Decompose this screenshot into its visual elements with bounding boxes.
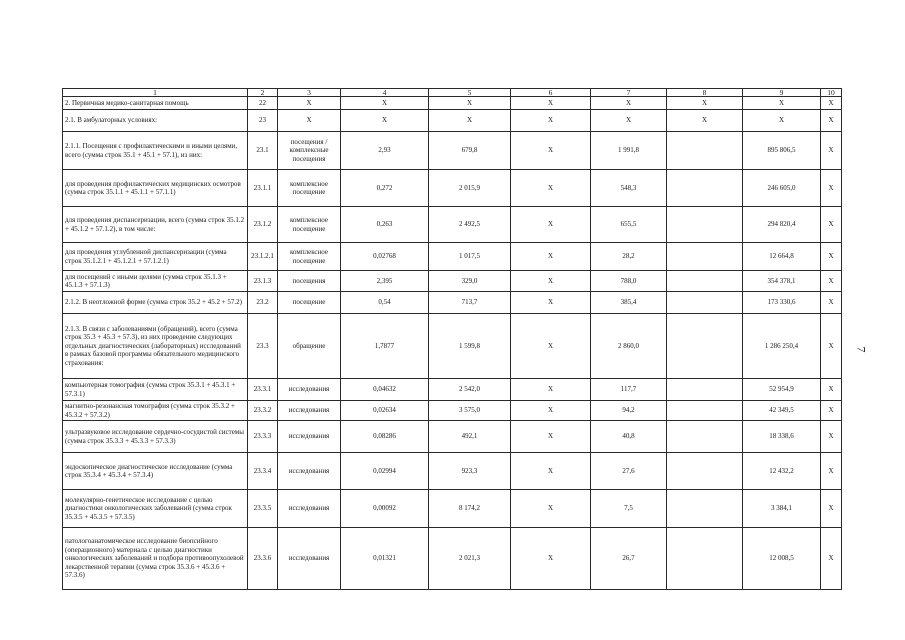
col-total-cost: 12 008,5 (743, 528, 821, 590)
col-6: X (511, 271, 591, 292)
col-10: X (821, 110, 842, 132)
header-cell-5: 5 (429, 89, 511, 97)
col-8 (667, 421, 743, 453)
col-line-number: 23.3.3 (248, 421, 278, 453)
col-cost-per-unit: 2 542,0 (429, 379, 511, 401)
col-6: X (511, 110, 591, 132)
col-unit: исследования (278, 379, 341, 401)
col-total-cost: 294 820,4 (743, 207, 821, 243)
col-6: X (511, 132, 591, 170)
col-line-number: 23.1.1 (248, 170, 278, 207)
col-description: для посещений с иными целями (сумма строк 35.1.3 + 45.1.3 + 57.1.3) (63, 271, 248, 292)
col-cost-per-unit: 679,8 (429, 132, 511, 170)
col-8 (667, 292, 743, 314)
col-description: молекулярно-генетическое исследование с целью диагностики онкологических заболеваний (сумма строк 35.3.5 + 45.3.5 + 57.3.5) (63, 490, 248, 528)
col-6: X (511, 243, 591, 271)
col-10: X (821, 379, 842, 401)
col-total-cost: X (743, 97, 821, 110)
table-row (63, 490, 842, 528)
col-description: 2.1.2. В неотложной форме (сумма строк 35.2 + 45.2 + 57.2) (63, 292, 248, 314)
col-norm-volume: 2,93 (341, 132, 429, 170)
col-line-number: 23 (248, 110, 278, 132)
col-10: X (821, 528, 842, 590)
col-8 (667, 271, 743, 292)
col-description: 2.1.1. Посещения с профилактическими и иными целями, всего (сумма строк 35.1 + 45.1 + 57.1), из них: (63, 132, 248, 170)
col-total-cost: X (743, 110, 821, 132)
col-10: X (821, 132, 842, 170)
col-8: X (667, 97, 743, 110)
page-number: 7 (854, 346, 869, 353)
col-10: X (821, 314, 842, 379)
col-per-capita: 2 860,0 (591, 314, 667, 379)
col-total-cost: 12 432,2 (743, 453, 821, 490)
col-norm-volume: 0,02634 (341, 401, 429, 421)
col-description: магнитно-резонансная томография (сумма строк 35.3.2 + 45.3.2 + 57.3.2) (63, 401, 248, 421)
col-line-number: 23.1.2 (248, 207, 278, 243)
col-norm-volume: 0,272 (341, 170, 429, 207)
table-row (63, 170, 842, 207)
table-row (63, 271, 842, 292)
col-total-cost: 3 384,1 (743, 490, 821, 528)
col-per-capita: 1 991,8 (591, 132, 667, 170)
col-8 (667, 243, 743, 271)
col-per-capita: 26,7 (591, 528, 667, 590)
col-6: X (511, 97, 591, 110)
col-cost-per-unit: 2 015,9 (429, 170, 511, 207)
col-10: X (821, 170, 842, 207)
col-total-cost: 18 338,6 (743, 421, 821, 453)
col-per-capita: 788,0 (591, 271, 667, 292)
col-6: X (511, 379, 591, 401)
col-description: 2.1.3. В связи с заболеваниями (обращений), всего (сумма строк 35.3 + 45.3 + 57.3), из них проведение следующих отдельных диагностических (лабораторных) исследований в рамках базовой программы обязательного медицинского страхования: (63, 314, 248, 379)
col-total-cost: 246 605,0 (743, 170, 821, 207)
col-per-capita: X (591, 110, 667, 132)
col-6: X (511, 453, 591, 490)
col-line-number: 23.1 (248, 132, 278, 170)
col-per-capita: 548,3 (591, 170, 667, 207)
col-unit: исследования (278, 528, 341, 590)
col-description: 2.1. В амбулаторных условиях: (63, 110, 248, 132)
col-norm-volume: 2,395 (341, 271, 429, 292)
col-line-number: 23.3.2 (248, 401, 278, 421)
col-unit: исследования (278, 421, 341, 453)
col-10: X (821, 243, 842, 271)
col-cost-per-unit: 329,0 (429, 271, 511, 292)
col-10: X (821, 292, 842, 314)
col-cost-per-unit: 492,1 (429, 421, 511, 453)
col-norm-volume: 0,01321 (341, 528, 429, 590)
col-description: ультразвуковое исследование сердечно-сосудистой системы (сумма строк 35.3.3 + 45.3.3 + 57.3.3) (63, 421, 248, 453)
col-norm-volume: 0,54 (341, 292, 429, 314)
col-per-capita: 117,7 (591, 379, 667, 401)
col-cost-per-unit: X (429, 110, 511, 132)
header-cell-4: 4 (341, 89, 429, 97)
table-row (63, 379, 842, 401)
col-8 (667, 490, 743, 528)
col-unit: X (278, 110, 341, 132)
col-total-cost: 354 378,1 (743, 271, 821, 292)
document-sheet (62, 88, 841, 590)
header-cell-3: 3 (278, 89, 341, 97)
col-8 (667, 132, 743, 170)
col-per-capita: X (591, 97, 667, 110)
col-8 (667, 314, 743, 379)
col-description: патологоанатомическое исследование биопсийного (операционного) материала с целью диагностики онкологических заболеваний и подбора противоопухолевой лекарственной терапии (сумма строк 35.3.6 + 45.3.6 + 57.3.6) (63, 528, 248, 590)
col-per-capita: 28,2 (591, 243, 667, 271)
col-norm-volume: 0,00092 (341, 490, 429, 528)
col-description: для проведения диспансеризации, всего (сумма строк 35.1.2 + 45.1.2 + 57.1.2), в том числе: (63, 207, 248, 243)
col-10: X (821, 401, 842, 421)
col-6: X (511, 292, 591, 314)
col-8 (667, 453, 743, 490)
col-unit: комплексное посещение (278, 207, 341, 243)
col-description: компьютерная томография (сумма строк 35.3.1 + 45.3.1 + 57.3.1) (63, 379, 248, 401)
col-line-number: 23.3.5 (248, 490, 278, 528)
col-unit: комплексное посещение (278, 170, 341, 207)
col-line-number: 23.2 (248, 292, 278, 314)
col-per-capita: 385,4 (591, 292, 667, 314)
col-total-cost: 42 349,5 (743, 401, 821, 421)
col-cost-per-unit: 8 174,2 (429, 490, 511, 528)
col-per-capita: 94,2 (591, 401, 667, 421)
col-norm-volume: X (341, 110, 429, 132)
col-8 (667, 528, 743, 590)
col-10: X (821, 421, 842, 453)
col-unit: посещения / комплексные посещения (278, 132, 341, 170)
col-description: для проведения углубленной диспансеризации (сумма строк 35.1.2.1 + 45.1.2.1 + 57.1.2.1) (63, 243, 248, 271)
header-cell-7: 7 (591, 89, 667, 97)
col-per-capita: 7,5 (591, 490, 667, 528)
col-8 (667, 379, 743, 401)
col-total-cost: 1 286 250,4 (743, 314, 821, 379)
table-row (63, 421, 842, 453)
header-cell-8: 8 (667, 89, 743, 97)
col-unit: X (278, 97, 341, 110)
header-cell-6: 6 (511, 89, 591, 97)
col-6: X (511, 401, 591, 421)
col-description: для проведения профилактических медицинских осмотров (сумма строк 35.1.1 + 45.1.1 + 57.1.1) (63, 170, 248, 207)
col-10: X (821, 271, 842, 292)
col-6: X (511, 314, 591, 379)
col-cost-per-unit: 923,3 (429, 453, 511, 490)
col-unit: посещение (278, 292, 341, 314)
col-line-number: 23.1.3 (248, 271, 278, 292)
col-per-capita: 655,5 (591, 207, 667, 243)
table-row (63, 243, 842, 271)
header-cell-1: 1 (63, 89, 248, 97)
col-6: X (511, 170, 591, 207)
col-10: X (821, 207, 842, 243)
col-unit: комплексное посещение (278, 243, 341, 271)
col-total-cost: 173 330,6 (743, 292, 821, 314)
header-cell-2: 2 (248, 89, 278, 97)
col-per-capita: 40,8 (591, 421, 667, 453)
col-unit: исследования (278, 401, 341, 421)
col-total-cost: 52 954,9 (743, 379, 821, 401)
col-cost-per-unit: 1 017,5 (429, 243, 511, 271)
col-unit: исследования (278, 490, 341, 528)
col-norm-volume: 0,02768 (341, 243, 429, 271)
col-8 (667, 170, 743, 207)
col-line-number: 22 (248, 97, 278, 110)
col-10: X (821, 453, 842, 490)
col-8 (667, 401, 743, 421)
col-cost-per-unit: X (429, 97, 511, 110)
col-per-capita: 27,6 (591, 453, 667, 490)
col-line-number: 23.3.4 (248, 453, 278, 490)
col-6: X (511, 528, 591, 590)
table-row (63, 97, 842, 110)
col-10: X (821, 97, 842, 110)
col-8 (667, 207, 743, 243)
col-norm-volume: 0,263 (341, 207, 429, 243)
col-total-cost: 12 664,8 (743, 243, 821, 271)
col-description: эндоскопическое диагностическое исследование (сумма строк 35.3.4 + 45.3.4 + 57.3.4) (63, 453, 248, 490)
col-cost-per-unit: 2 492,5 (429, 207, 511, 243)
col-cost-per-unit: 713,7 (429, 292, 511, 314)
col-total-cost: 895 806,5 (743, 132, 821, 170)
col-8: X (667, 110, 743, 132)
col-6: X (511, 207, 591, 243)
statistics-table (62, 88, 842, 590)
table-row (63, 314, 842, 379)
col-line-number: 23.3.1 (248, 379, 278, 401)
col-norm-volume: X (341, 97, 429, 110)
table-row (63, 132, 842, 170)
col-line-number: 23.3 (248, 314, 278, 379)
table-row (63, 453, 842, 490)
col-unit: исследования (278, 453, 341, 490)
col-description: 2. Первичная медико-санитарная помощь (63, 97, 248, 110)
table-row (63, 110, 842, 132)
table-row (63, 401, 842, 421)
col-6: X (511, 421, 591, 453)
col-line-number: 23.1.2.1 (248, 243, 278, 271)
header-cell-10: 10 (821, 89, 842, 97)
col-line-number: 23.3.6 (248, 528, 278, 590)
col-norm-volume: 0,02994 (341, 453, 429, 490)
col-norm-volume: 0,08286 (341, 421, 429, 453)
table-row (63, 528, 842, 590)
col-cost-per-unit: 1 599,8 (429, 314, 511, 379)
col-cost-per-unit: 2 021,3 (429, 528, 511, 590)
col-unit: посещения (278, 271, 341, 292)
col-norm-volume: 0,04632 (341, 379, 429, 401)
col-norm-volume: 1,7877 (341, 314, 429, 379)
col-unit: обращение (278, 314, 341, 379)
table-row (63, 292, 842, 314)
col-10: X (821, 490, 842, 528)
header-row (63, 89, 842, 97)
table-row (63, 207, 842, 243)
col-cost-per-unit: 3 575,0 (429, 401, 511, 421)
col-6: X (511, 490, 591, 528)
header-cell-9: 9 (743, 89, 821, 97)
